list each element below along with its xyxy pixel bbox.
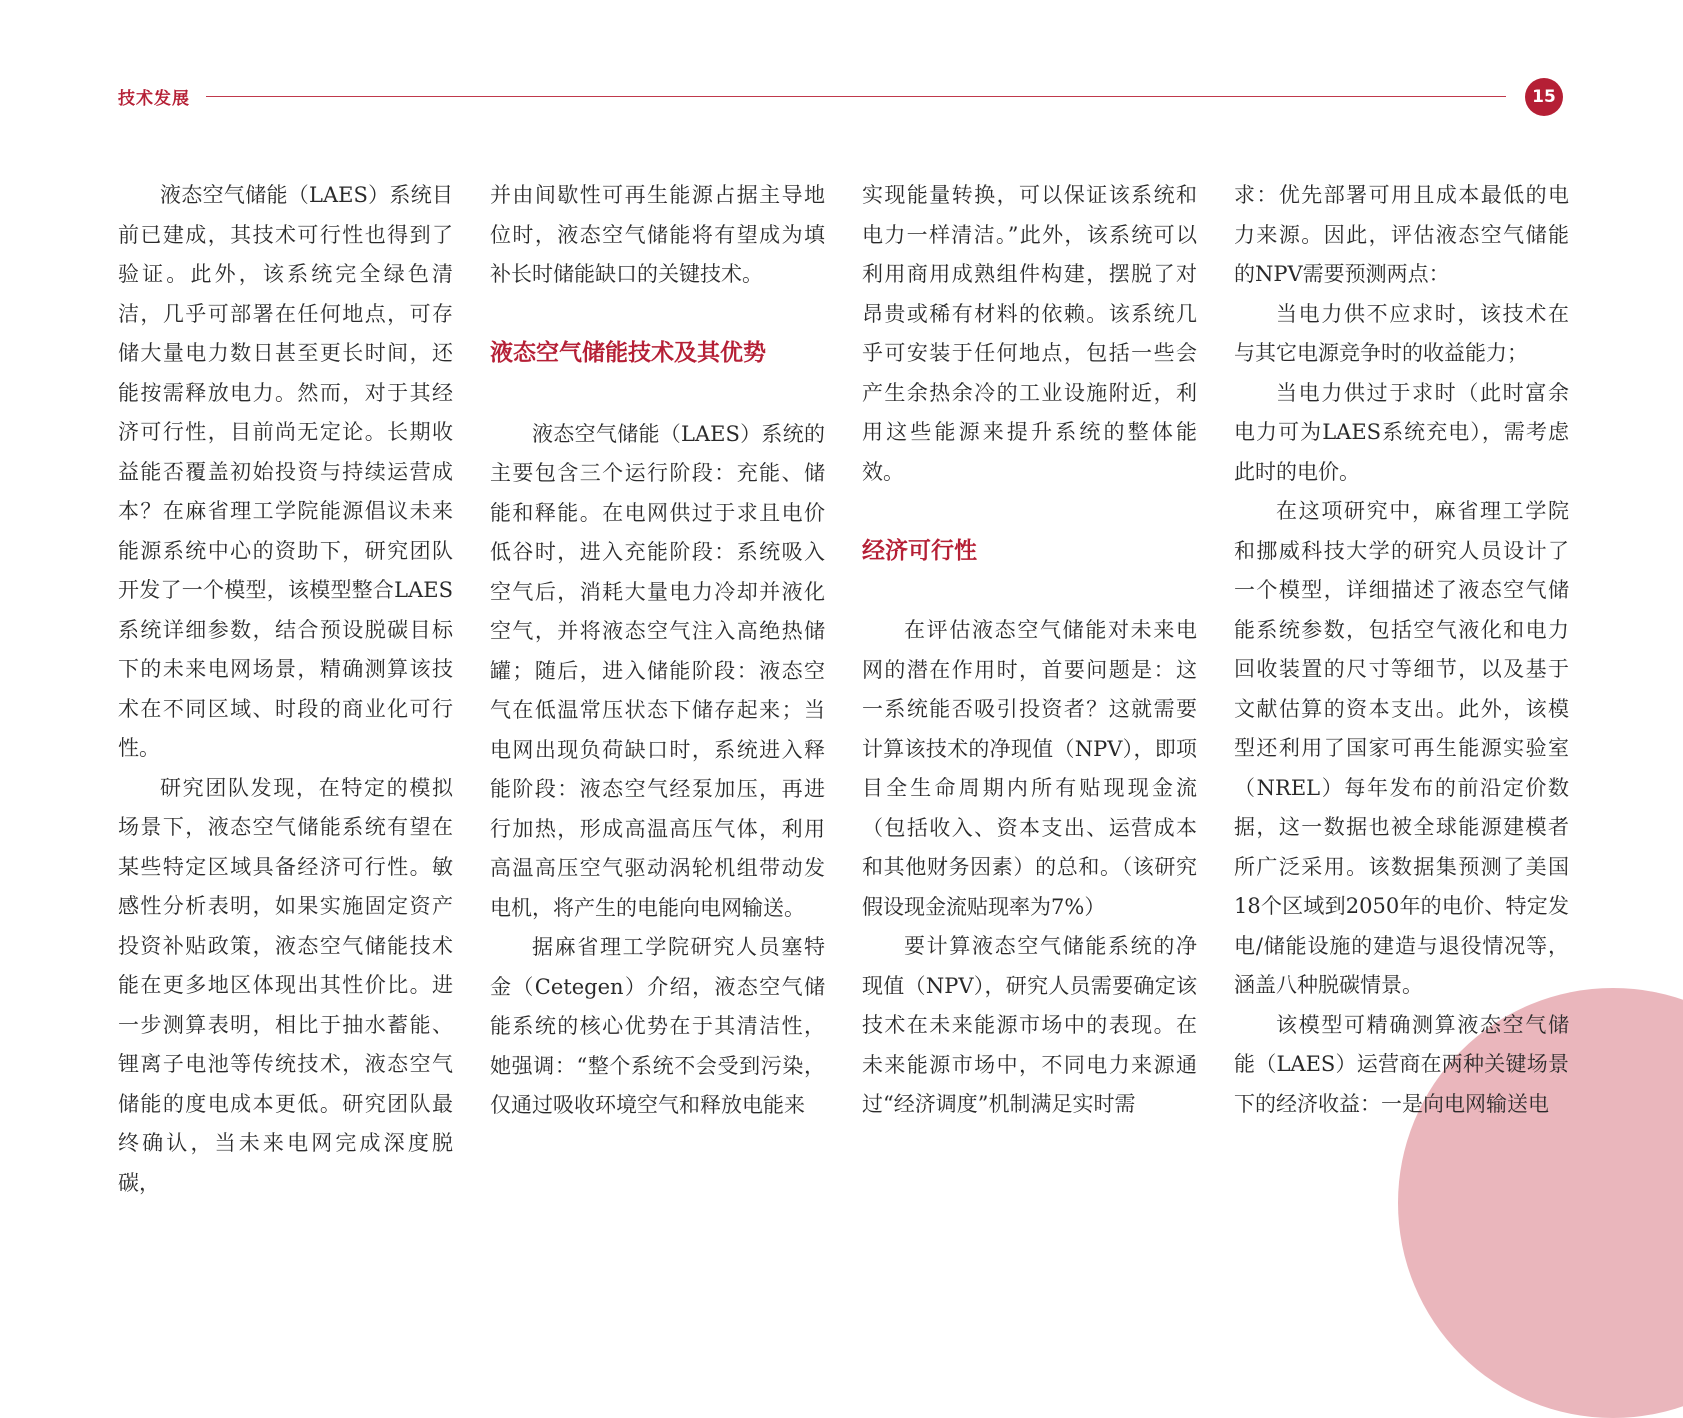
- paragraph: 当电力供过于求时（此时富余电力可为LAES系统充电），需考虑此时的电价。: [1234, 380, 1569, 484]
- column-1: [118, 176, 453, 1203]
- paragraph: 该模型可精确测算液态空气储能（LAES）运营商在两种关键场景下的经济收益：一是向电网输送电: [1234, 1012, 1569, 1116]
- paragraph: 研究团队发现，在特定的模拟场景下，液态空气储能系统有望在某些特定区域具备经济可行性。敏感性分析表明，如果实施固定资产投资补贴政策，液态空气储能技术能在更多地区体现出其性价比。进一步测算表明，相比于抽水蓄能、锂离子电池等传统技术，液态空气储能的度电成本更低。研究团队最终确认，当未来电网完成深度脱碳，: [118, 775, 453, 1195]
- header-rule: [206, 96, 1506, 97]
- column-2: [490, 176, 825, 1126]
- paragraph: 在这项研究中，麻省理工学院和挪威科技大学的研究人员设计了一个模型，详细描述了液态空气储能系统参数，包括空气液化和电力回收装置的尺寸等细节，以及基于文献估算的资本支出。此外，该模型还利用了国家可再生能源实验室（NREL）每年发布的前沿定价数据，这一数据也被全球能源建模者所广泛采用。该数据集预测了美国18个区域到2050年的电价、特定发电/储能设施的建造与退役情况等，涵盖八种脱碳情景。: [1234, 499, 1569, 997]
- paragraph: 当电力供不应求时，该技术在与其它电源竞争时的收益能力；: [1234, 301, 1569, 365]
- paragraph: 据麻省理工学院研究人员塞特金（Cetegen）介绍，液态空气储能系统的核心优势在于其清洁性，她强调：“整个系统不会受到污染，仅通过吸收环境空气和释放电能来: [490, 935, 825, 1117]
- paragraph: 液态空气储能（LAES）系统的主要包含三个运行阶段：充能、储能和释能。在电网供过于求且电价低谷时，进入充能阶段：系统吸入空气后，消耗大量电力冷却并液化空气，并将液态空气注入高绝热储罐；随后，进入储能阶段：液态空气在低温常压状态下储存起来；当电网出现负荷缺口时，系统进入释能阶段：液态空气经泵加压，再进行加热，形成高温高压气体，利用高温高压空气驱动涡轮机组带动发电机，将产生的电能向电网输送。: [490, 421, 825, 920]
- page-number-badge: 15: [1525, 78, 1563, 116]
- section-label: 技术发展: [118, 89, 190, 109]
- paragraph-continued: 实现能量转换，可以保证该系统和电力一样清洁。”此外，该系统可以利用商用成熟组件构建，摆脱了对昂贵或稀有材料的依赖。该系统几乎可安装于任何地点，包括一些会产生余热余冷的工业设施附近，利用这些能源来提升系统的整体能效。: [862, 183, 1197, 484]
- page-header: [118, 78, 1568, 114]
- section-heading-laes-advantages: 液态空气储能技术及其优势: [490, 339, 766, 366]
- column-4: [1234, 176, 1569, 1124]
- paragraph: 液态空气储能（LAES）系统目前已建成，其技术可行性也得到了验证。此外，该系统完全绿色清洁，几乎可部署在任何地点，可存储大量电力数日甚至更长时间，还能按需释放电力。然而，对于其经济可行性，目前尚无定论。长期收益能否覆盖初始投资与持续运营成本？在麻省理工学院能源倡议未来能源系统中心的资助下，研究团队开发了一个模型，该模型整合LAES系统详细参数，结合预设脱碳目标下的未来电网场景，精确测算该技术在不同区域、时段的商业化可行性。: [118, 183, 453, 760]
- column-3: [862, 176, 1197, 1125]
- section-heading-economic-feasibility: 经济可行性: [862, 538, 977, 564]
- paragraph: 在评估液态空气储能对未来电网的潜在作用时，首要问题是：这一系统能否吸引投资者？这就需要计算该技术的净现值（NPV），即项目全生命周期内所有贴现现金流（包括收入、资本支出、运营成本和其他财务因素）的总和。（该研究假设现金流贴现率为7%）: [862, 618, 1197, 919]
- paragraph: 要计算液态空气储能系统的净现值（NPV），研究人员需要确定该技术在未来能源市场中的表现。在未来能源市场中，不同电力来源通过“经济调度”机制满足实时需: [862, 934, 1197, 1116]
- paragraph-continued: 并由间歇性可再生能源占据主导地位时，液态空气储能将有望成为填补长时储能缺口的关键技术。: [490, 183, 825, 286]
- paragraph-continued: 求：优先部署可用且成本最低的电力来源。因此，评估液态空气储能的NPV需要预测两点：: [1234, 183, 1569, 286]
